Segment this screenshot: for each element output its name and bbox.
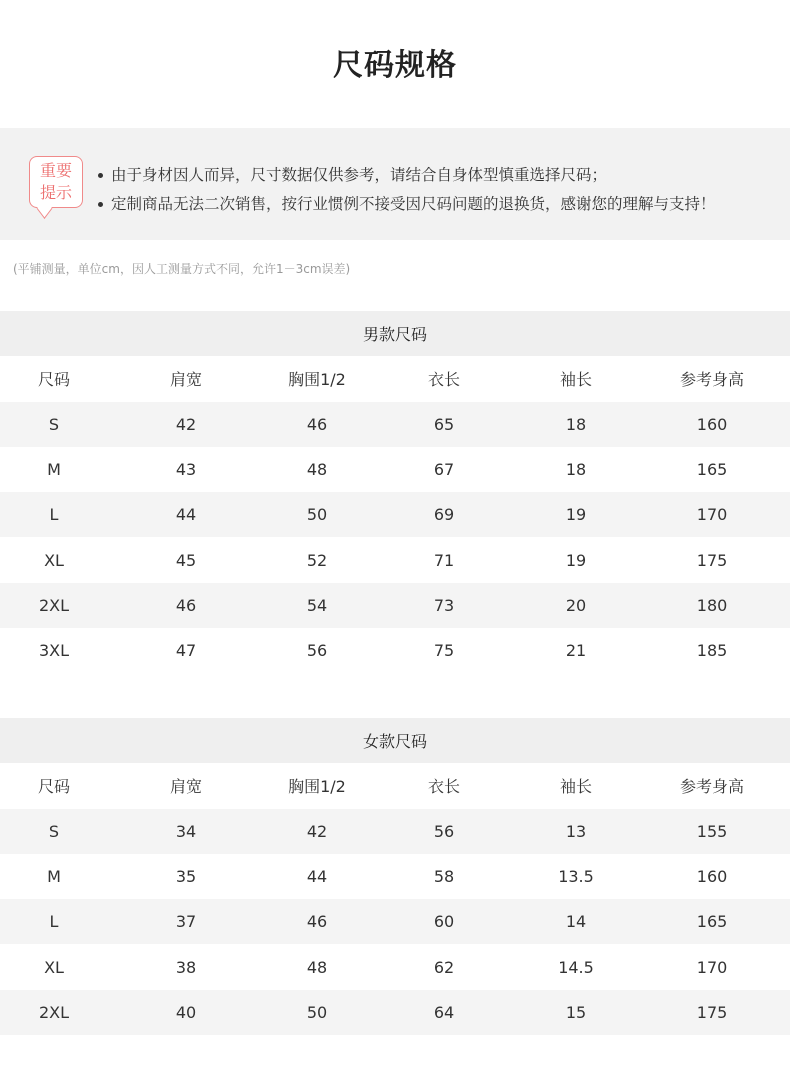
table-cell: 19 [565, 550, 587, 570]
table-cell: M [47, 460, 61, 480]
table-row [0, 944, 790, 989]
notice-text: 由于身材因人而异，尺寸数据仅供参考，请结合自身体型慎重选择尺码； [111, 166, 608, 184]
bullet-icon [98, 173, 103, 178]
table-row [0, 809, 790, 854]
table-cell: 18 [518, 402, 634, 447]
table-cell: 2XL [0, 583, 108, 628]
table-row [0, 854, 790, 899]
table-caption-row [0, 311, 790, 356]
table-cell: 3XL [38, 641, 70, 661]
notice-list [98, 161, 716, 219]
column-header: 胸围1/2 [264, 356, 370, 401]
table-cell: S [0, 809, 108, 854]
table-cell: S [0, 402, 108, 447]
table-caption-row [0, 718, 790, 763]
bullet-icon [98, 202, 103, 207]
table-cell: 185 [696, 641, 728, 661]
table-cell: 64 [370, 990, 518, 1035]
table-cell: 14 [518, 899, 634, 944]
important-notice [0, 128, 790, 240]
column-header: 衣长 [370, 763, 518, 808]
table-row [0, 492, 790, 537]
table-cell: 165 [696, 460, 728, 480]
table-cell: 52 [306, 550, 328, 570]
table-cell: 170 [634, 492, 790, 537]
column-header: 参考身高 [634, 356, 790, 401]
table-cell: XL [44, 957, 64, 977]
table-cell: 170 [696, 957, 728, 977]
table-cell: 60 [370, 899, 518, 944]
table-cell: 35 [175, 867, 197, 887]
column-header: 胸围1/2 [264, 763, 370, 808]
table-cell: 175 [696, 550, 728, 570]
table-cell: 73 [370, 583, 518, 628]
men-table-caption: 男款尺码 [0, 311, 790, 356]
table-cell: 160 [696, 867, 728, 887]
table-cell: 175 [634, 990, 790, 1035]
table-cell: XL [44, 550, 64, 570]
women-size-table [0, 718, 790, 1035]
important-badge [29, 156, 83, 208]
table-cell: L [0, 492, 108, 537]
table-header-row [0, 763, 790, 808]
notice-item [98, 161, 716, 190]
column-header: 袖长 [518, 763, 634, 808]
table-cell: 67 [433, 460, 455, 480]
table-cell: 62 [433, 957, 455, 977]
table-cell: 18 [565, 460, 587, 480]
badge-line-1: 重要 [39, 161, 72, 180]
table-cell: 165 [634, 899, 790, 944]
table-cell: 43 [175, 460, 197, 480]
men-size-table [0, 311, 790, 673]
table-header-row [0, 356, 790, 401]
page-title: 尺码规格 [333, 48, 457, 83]
table-cell: 155 [634, 809, 790, 854]
table-cell: 58 [433, 867, 455, 887]
table-cell: M [47, 867, 61, 887]
table-cell: 65 [370, 402, 518, 447]
table-cell: 13.5 [558, 867, 594, 887]
badge-line-2: 提示 [39, 183, 72, 202]
table-cell: 34 [108, 809, 264, 854]
table-cell: 42 [108, 402, 264, 447]
table-cell: 21 [565, 641, 587, 661]
table-cell: L [0, 899, 108, 944]
table-row [0, 583, 790, 628]
table-row [0, 628, 790, 673]
table-cell: 50 [264, 492, 370, 537]
table-cell: 14.5 [558, 957, 594, 977]
table-cell: 20 [518, 583, 634, 628]
table-cell: 19 [518, 492, 634, 537]
measurement-note: (平铺测量，单位cm，因人工测量方式不同，允许1－3cm误差) [13, 262, 351, 276]
table-cell: 69 [370, 492, 518, 537]
table-cell: 47 [175, 641, 197, 661]
notice-item [98, 190, 716, 219]
table-cell: 37 [108, 899, 264, 944]
table-row [0, 402, 790, 447]
table-cell: 160 [634, 402, 790, 447]
table-row [0, 899, 790, 944]
column-header: 参考身高 [634, 763, 790, 808]
table-cell: 48 [306, 957, 328, 977]
table-cell: 48 [306, 460, 328, 480]
table-cell: 54 [264, 583, 370, 628]
table-cell: 42 [264, 809, 370, 854]
table-row [0, 447, 790, 492]
table-cell: 75 [433, 641, 455, 661]
table-cell: 46 [108, 583, 264, 628]
table-cell: 40 [108, 990, 264, 1035]
notice-text: 定制商品无法二次销售，按行业惯例不接受因尺码问题的退换货，感谢您的理解与支持！ [111, 195, 716, 213]
table-cell: 71 [433, 550, 455, 570]
table-cell: 46 [264, 402, 370, 447]
women-table-caption: 女款尺码 [0, 718, 790, 763]
table-row [0, 990, 790, 1035]
table-cell: 46 [264, 899, 370, 944]
table-cell: 44 [306, 867, 328, 887]
table-cell: 50 [264, 990, 370, 1035]
table-cell: 2XL [0, 990, 108, 1035]
table-cell: 56 [306, 641, 328, 661]
table-cell: 15 [518, 990, 634, 1035]
column-header: 衣长 [370, 356, 518, 401]
column-header: 尺码 [0, 763, 108, 808]
table-cell: 38 [175, 957, 197, 977]
table-cell: 45 [175, 550, 197, 570]
table-row [0, 537, 790, 582]
column-header: 肩宽 [108, 763, 264, 808]
column-header: 尺码 [0, 356, 108, 401]
table-cell: 44 [108, 492, 264, 537]
table-cell: 180 [634, 583, 790, 628]
column-header: 袖长 [518, 356, 634, 401]
table-cell: 13 [518, 809, 634, 854]
table-cell: 56 [370, 809, 518, 854]
column-header: 肩宽 [108, 356, 264, 401]
